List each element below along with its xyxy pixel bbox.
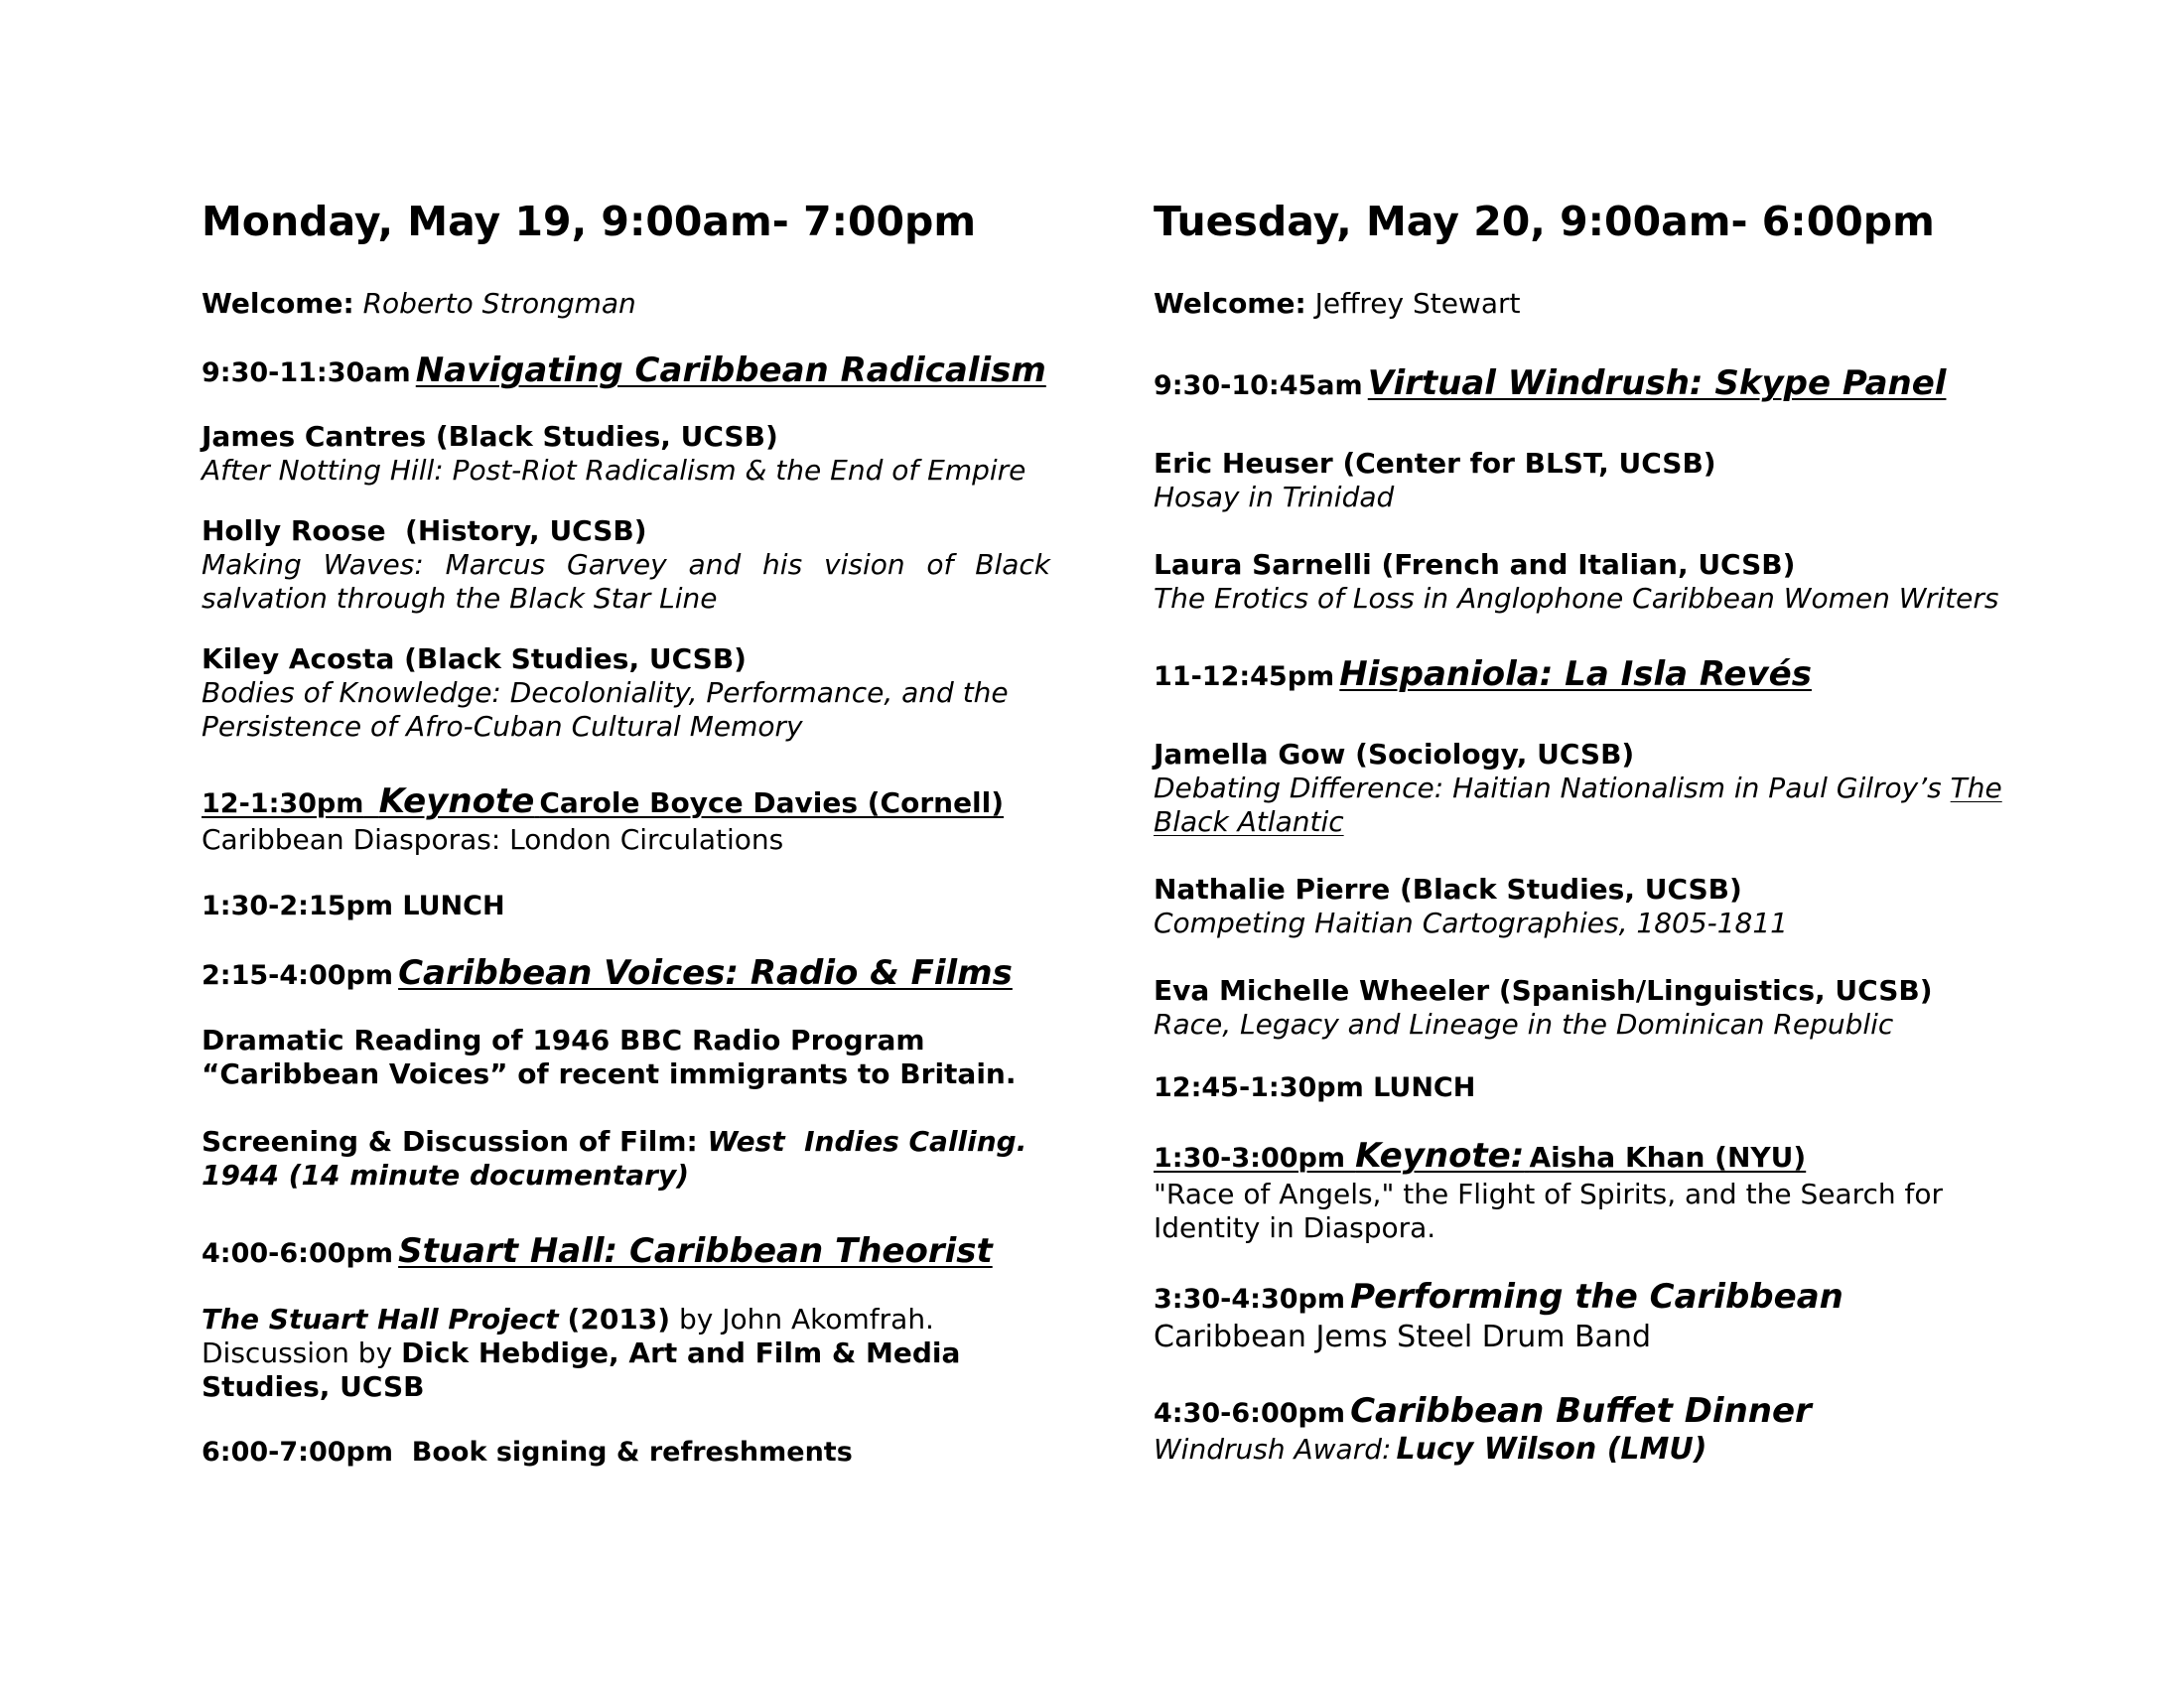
presentation-title: The Erotics of Loss in Anglophone Caribbean Women Writers <box>1154 582 1999 615</box>
stuart-hall-film <box>202 1304 934 1336</box>
windrush-award <box>1154 1433 1706 1468</box>
discussion-label: Discussion by <box>202 1336 393 1369</box>
monday-welcome <box>202 288 636 320</box>
award-recipient: Lucy Wilson (LMU) <box>1396 1432 1707 1467</box>
tuesday-lunch: 12:45-1:30pm LUNCH <box>1154 1072 1476 1103</box>
film-note: 1944 (14 minute documentary) <box>202 1159 689 1192</box>
monday-closing: 6:00-7:00pm Book signing & refreshments <box>202 1437 853 1468</box>
presenter-name: Eva Michelle Wheeler (Spanish/Linguistics, UCSB) <box>1154 974 1933 1007</box>
session-time: 9:30-10:45am <box>1154 370 1363 401</box>
session-time: 2:15-4:00pm <box>202 960 393 991</box>
presentation-title: Race, Legacy and Lineage in the Dominican Republic <box>1154 1008 1894 1041</box>
session-time: 1:30-3:00pm <box>1154 1143 1345 1174</box>
book-title-link: The <box>1950 772 2002 804</box>
keynote-speaker: Aisha Khan (NYU) <box>1529 1141 1807 1174</box>
keynote-speaker: Carole Boyce Davies (Cornell) <box>539 786 1005 819</box>
session-description: Caribbean Jems Steel Drum Band <box>1154 1320 1651 1354</box>
monday-session-2-header <box>202 954 1013 993</box>
presentation-title: Bodies of Knowledge: Decoloniality, Performance, and the <box>202 676 1009 709</box>
presenter-name: Nathalie Pierre (Black Studies, UCSB) <box>1154 873 1742 906</box>
welcome-name: Roberto Strongman <box>362 287 636 320</box>
tuesday-session-2-header <box>1154 655 1812 694</box>
tuesday-welcome <box>1154 288 1520 320</box>
screening-label: Screening & Discussion of Film: <box>202 1125 698 1158</box>
film-screening <box>202 1126 1026 1158</box>
film-title: The Stuart Hall Project <box>202 1303 559 1336</box>
discussant-name: Dick Hebdige, Art and Film & Media <box>401 1336 961 1369</box>
session-description: “Caribbean Voices” of recent immigrants to Britain. <box>202 1057 1017 1090</box>
keynote-description: "Race of Angels," the Flight of Spirits, and the Search for <box>1154 1178 1944 1210</box>
session-time: 4:30-6:00pm <box>1154 1398 1345 1429</box>
monday-heading: Monday, May 19, 9:00am- 7:00pm <box>202 198 977 245</box>
session-description: Dramatic Reading of 1946 BBC Radio Program <box>202 1024 925 1056</box>
presentation-title-text: Debating Difference: Haitian Nationalism in Paul Gilroy’s <box>1154 772 1942 804</box>
presentation-title: salvation through the Black Star Line <box>202 582 718 615</box>
welcome-label: Welcome: <box>1154 287 1306 320</box>
presentation-title <box>1154 806 1344 838</box>
presenter-name: Kiley Acosta (Black Studies, UCSB) <box>202 642 747 675</box>
presenter-name: Holly Roose (History, UCSB) <box>202 514 647 547</box>
session-title: Stuart Hall: Caribbean Theorist <box>398 1231 993 1271</box>
session-title: Navigating Caribbean Radicalism <box>415 351 1046 390</box>
keynote-label: Keynote <box>378 781 535 821</box>
monday-session-3-header <box>202 1232 993 1271</box>
presenter-name: Laura Sarnelli (French and Italian, UCSB) <box>1154 548 1796 581</box>
welcome-label: Welcome: <box>202 287 354 320</box>
session-title: Hispaniola: La Isla Revés <box>1339 654 1812 694</box>
welcome-name: Jeffrey Stewart <box>1314 287 1521 320</box>
session-time: 11-12:45pm <box>1154 661 1335 692</box>
film-year: (2013) <box>567 1303 671 1336</box>
presenter-name: Jamella Gow (Sociology, UCSB) <box>1154 738 1635 771</box>
presentation-title <box>1154 773 2002 804</box>
tuesday-heading: Tuesday, May 20, 9:00am- 6:00pm <box>1154 198 1935 245</box>
book-title-link: Black Atlantic <box>1154 805 1344 838</box>
session-title: Caribbean Buffet Dinner <box>1350 1391 1812 1431</box>
session-time: 12-1:30pm <box>202 788 364 819</box>
session-time: 9:30-11:30am <box>202 357 411 388</box>
monday-session-1-header <box>202 352 1046 390</box>
session-title: Virtual Windrush: Skype Panel <box>1367 363 1947 403</box>
keynote-description: Caribbean Diasporas: London Circulations <box>202 823 784 856</box>
tuesday-session-4-header <box>1154 1392 1812 1431</box>
session-time: 3:30-4:30pm <box>1154 1284 1345 1315</box>
keynote-description: Identity in Diaspora. <box>1154 1211 1436 1244</box>
presentation-title: Persistence of Afro-Cuban Cultural Memory <box>202 710 803 743</box>
presentation-title: Making Waves: Marcus Garvey and his vision of Black <box>202 548 1050 581</box>
monday-keynote-header <box>202 782 1004 821</box>
award-label: Windrush Award: <box>1154 1433 1392 1466</box>
presenter-name: Eric Heuser (Center for BLST, UCSB) <box>1154 447 1716 480</box>
discussion-line <box>202 1337 960 1369</box>
session-title: Performing the Caribbean <box>1350 1277 1843 1317</box>
presentation-title: Hosay in Trinidad <box>1154 481 1395 513</box>
presentation-title: Competing Haitian Cartographies, 1805-1811 <box>1154 907 1788 939</box>
tuesday-session-1-header <box>1154 364 1946 403</box>
session-time: 4:00-6:00pm <box>202 1238 393 1269</box>
monday-lunch: 1:30-2:15pm LUNCH <box>202 891 505 921</box>
film-title: West Indies Calling. <box>707 1125 1027 1158</box>
session-title: Caribbean Voices: Radio & Films <box>398 953 1013 993</box>
keynote-label: Keynote: <box>1355 1136 1525 1176</box>
presentation-title: After Notting Hill: Post-Riot Radicalism & the End of Empire <box>202 454 1026 487</box>
film-director: by John Akomfrah. <box>678 1303 934 1336</box>
tuesday-session-3-header <box>1154 1278 1843 1317</box>
discussant-affiliation: Studies, UCSB <box>202 1370 425 1403</box>
presenter-name: James Cantres (Black Studies, UCSB) <box>202 420 778 453</box>
tuesday-keynote-header <box>1154 1137 1806 1176</box>
